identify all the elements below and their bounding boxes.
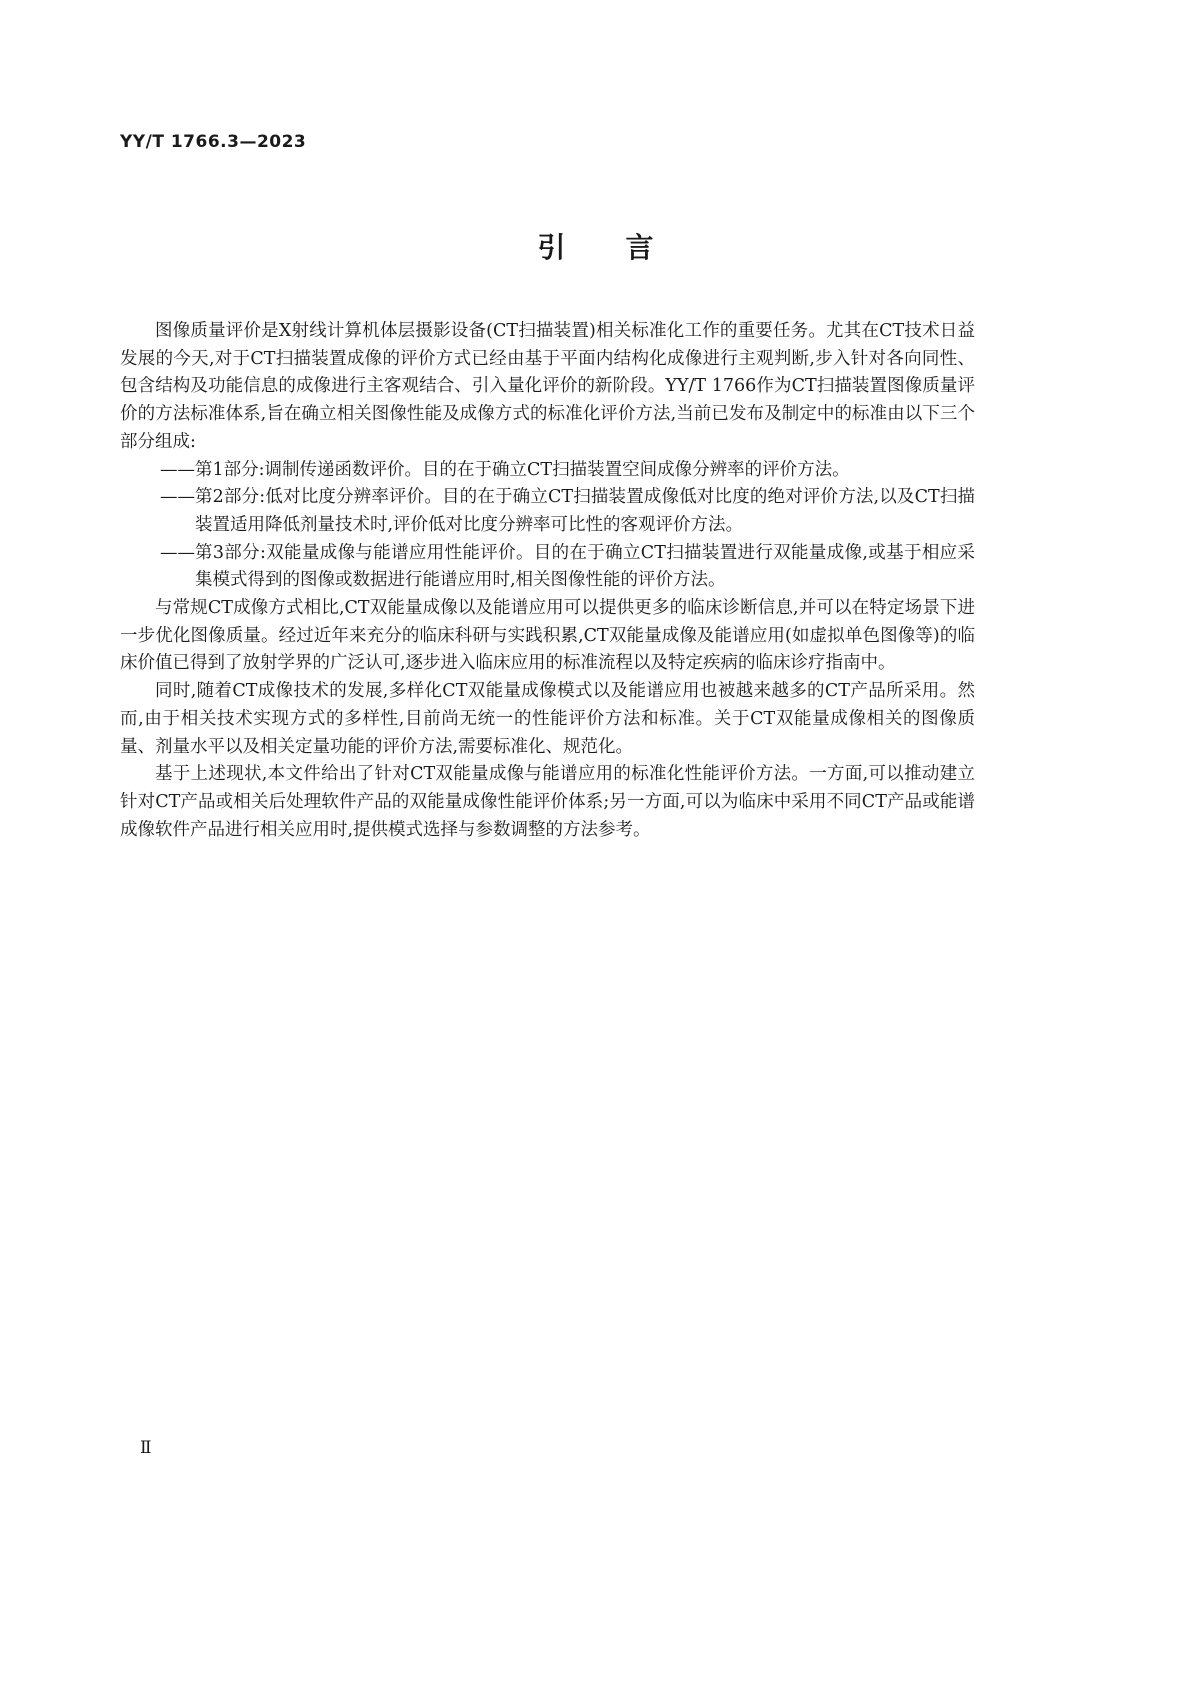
list-item-text: 第3部分:双能量成像与能谱应用性能评价。目的在于确立CT扫描装置进行双能量成像,或基于相应采集模式得到的图像或数据进行能谱应用时,相关图像性能的评价方法。 bbox=[195, 542, 975, 591]
document-code: YY/T 1766.3—2023 bbox=[120, 132, 307, 152]
list-item bbox=[120, 457, 975, 485]
list-item bbox=[120, 540, 975, 595]
paragraph-4: 基于上述现状,本文件给出了针对CT双能量成像与能谱应用的标准化性能评价方法。一方面,可以推动建立针对CT产品或相关后处理软件产品的双能量成像性能评价体系;另一方面,可以为临床中采用不同CT产品或能谱成像软件产品进行相关应用时,提供模式选择与参数调整的方法参考。 bbox=[120, 764, 975, 840]
list-item-text: 第2部分:低对比度分辨率评价。目的在于确立CT扫描装置成像低对比度的绝对评价方法,以及CT扫描装置适用降低剂量技术时,评价低对比度分辨率可比性的客观评价方法。 bbox=[195, 487, 975, 535]
list-item-text: 第1部分:调制传递函数评价。目的在于确立CT扫描装置空间成像分辨率的评价方法。 bbox=[195, 459, 850, 480]
list-item bbox=[120, 484, 975, 539]
list-dash: —— bbox=[160, 542, 195, 563]
introduction-body bbox=[120, 318, 975, 844]
list-dash: —— bbox=[160, 459, 195, 480]
paragraph-1: 图像质量评价是X射线计算机体层摄影设备(CT扫描装置)相关标准化工作的重要任务。尤其在CT技术日益发展的今天,对于CT扫描装置成像的评价方式已经由基于平面内结构化成像进行主观判断,步入针对各向同性、包含结构及功能信息的成像进行主客观结合、引入量化评价的新阶段。YY/T 1766作为CT扫描装置图像质量评价的方法标准体系,旨在确立相关图像性能及成像方式的标准化评价方法,当前已发布及制定中的标准由以下三个部分组成: bbox=[120, 321, 975, 452]
page-title: 引言 bbox=[537, 231, 714, 264]
list-dash: —— bbox=[160, 487, 195, 508]
paragraph-3: 同时,随着CT成像技术的发展,多样化CT双能量成像模式以及能谱应用也被越来越多的CT产品所采用。然而,由于相关技术实现方式的多样性,目前尚无统一的性能评价方法和标准。关于CT双能量成像相关的图像质量、剂量水平以及相关定量功能的评价方法,需要标准化、规范化。 bbox=[120, 681, 975, 757]
page-number: Ⅱ bbox=[140, 1438, 152, 1458]
paragraph-2: 与常规CT成像方式相比,CT双能量成像以及能谱应用可以提供更多的临床诊断信息,并可以在特定场景下进一步优化图像质量。经过近年来充分的临床科研与实践积累,CT双能量成像及能谱应用(如虚拟单色图像等)的临床价值已得到了放射学界的广泛认可,逐步进入临床应用的标准流程以及特定疾病的临床诊疗指南中。 bbox=[120, 598, 975, 674]
